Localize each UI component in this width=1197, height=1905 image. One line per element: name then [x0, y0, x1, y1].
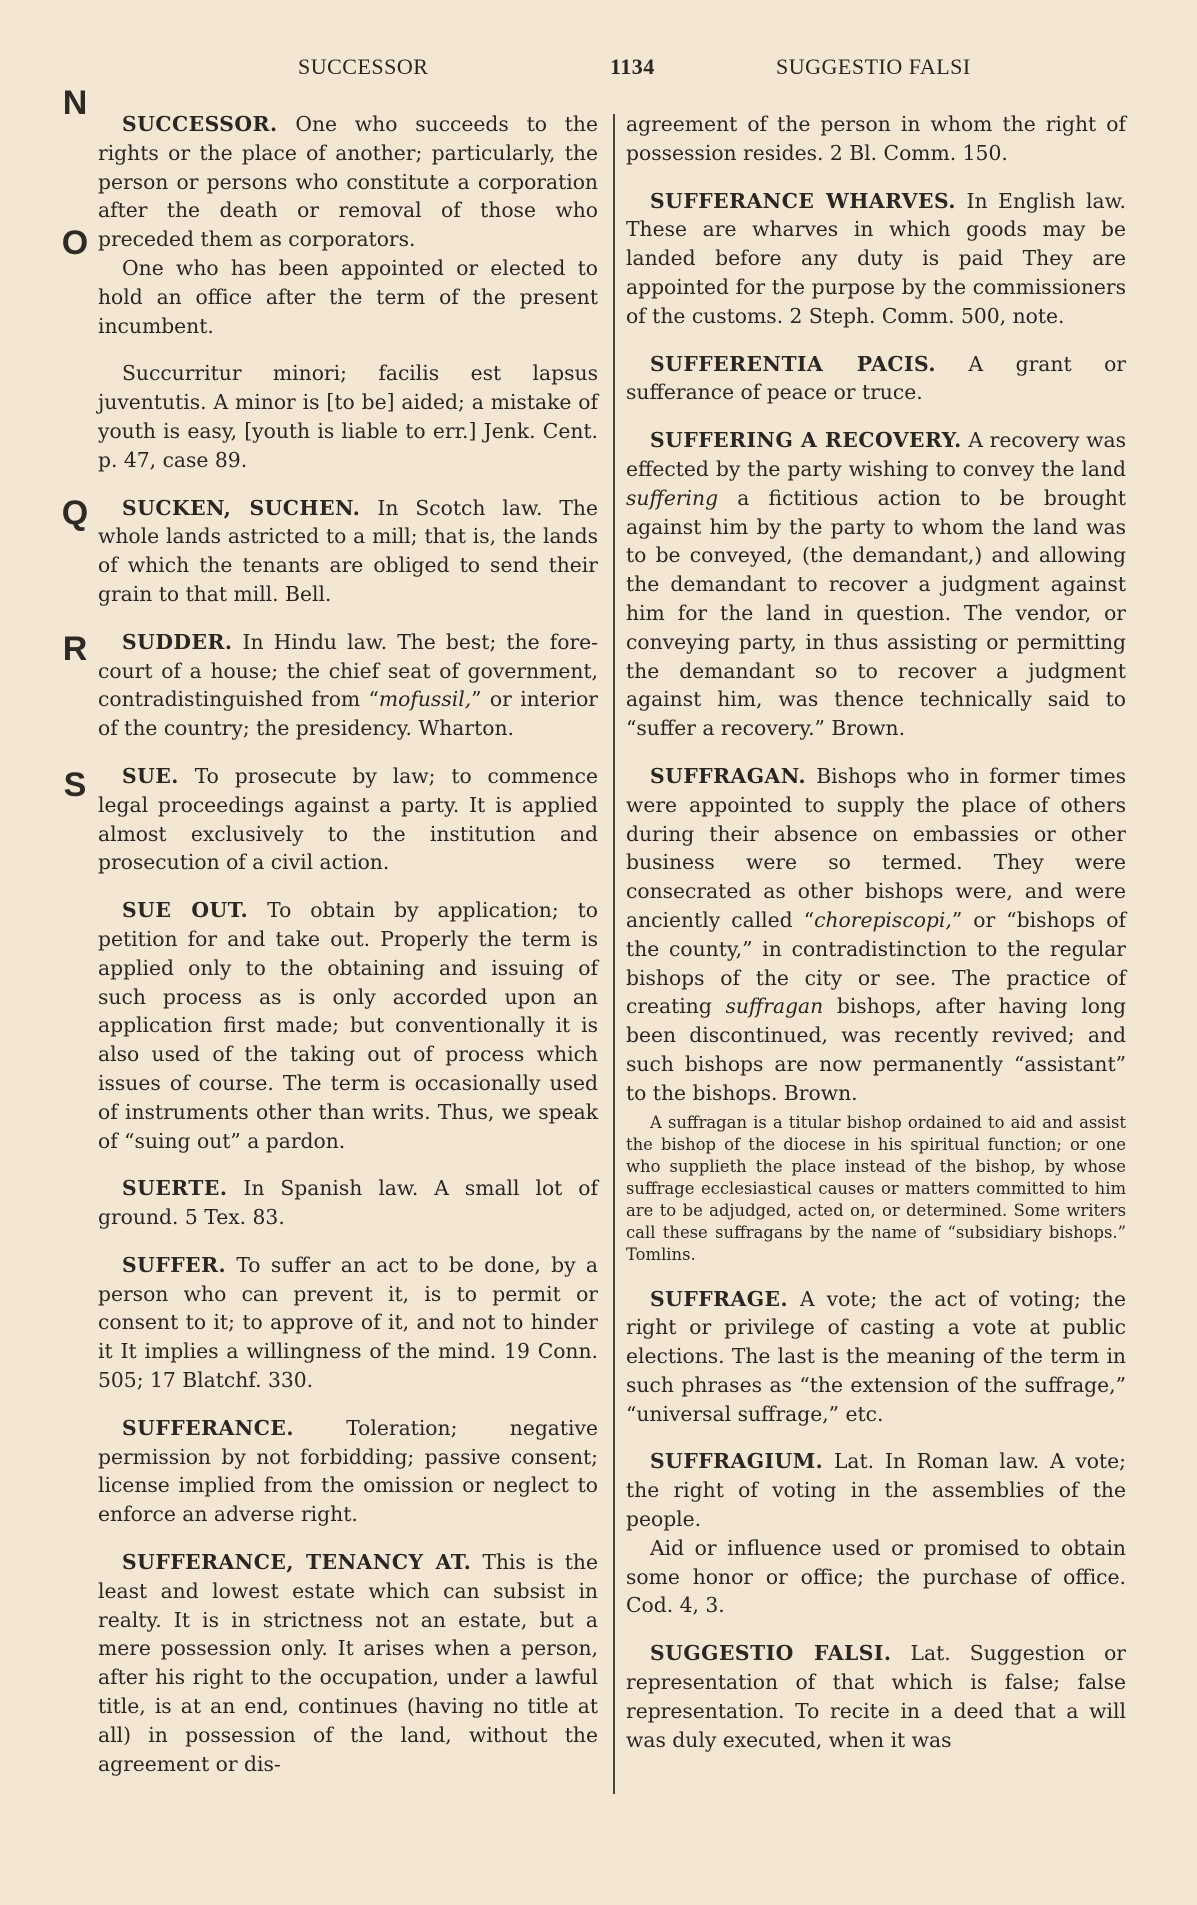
entry-suggestio-falsi — [626, 1639, 1126, 1754]
entry-successor — [98, 110, 598, 340]
headword: SUDDER. — [122, 629, 233, 654]
entry-sufferentia-pacis — [626, 350, 1126, 408]
definition: One who has been appointed or elected to hold an office after the term of the present incumbent. — [98, 255, 598, 338]
thumb-index-letter[interactable]: S — [63, 766, 87, 804]
definition: In Hindu law. The best; the fore-court of a house; the chief seat of government, contradistinguished from “ — [98, 629, 598, 712]
left-column — [98, 110, 598, 1797]
headword: SUFFER. — [122, 1252, 227, 1277]
suffragan-note: A suffragan is a titular bishop ordained to aid and assist the bishop of the diocese in his spiritual function; or one who supplieth the place instead of the bishop, by whose suffrage ecclesiastical causes or matters committed to him are to be adjudged, acted on, or determined. Some writers call these suffragans by the name of “subsidiary bishops.” Tomlins. — [626, 1112, 1126, 1264]
thumb-index-letter[interactable]: N — [62, 84, 88, 122]
header-left-guideword: SUCCESSOR — [298, 54, 429, 79]
column-divider — [613, 114, 615, 1794]
headword: SUFFERANCE WHARVES. — [650, 188, 956, 213]
headword: SUCCESSOR. — [122, 112, 278, 136]
entry-sufferance — [98, 1414, 598, 1529]
italic-term: chorepiscopi, — [814, 907, 952, 932]
italic-term: suffering — [626, 485, 719, 510]
headword: SUFFRAGIUM. — [650, 1449, 824, 1474]
definition: Lat. Suggestion or representation of that which is false; false representation. To recite in a deed that a will was duly executed, when it was — [626, 1641, 1127, 1752]
definition: One who succeeds to the rights or the place of another; particularly, the person or persons who constitute a corporation after the death or removal of those who preceded them as corporators. — [98, 112, 598, 252]
headword: SUE OUT. — [122, 898, 249, 923]
definition: Toleration; negative permission by not forbidding; passive consent; license implied from the omission or neglect to enforce an adverse right. — [98, 1415, 598, 1527]
header-right-guideword: SUGGESTIO FALSI — [776, 54, 971, 79]
definition: A vote; the act of voting; the right or privilege of casting a vote at public elections. The last is the meaning of the term in such phrases as “the extension of the suffrage,” “universal suffrage,” etc. — [626, 1286, 1126, 1426]
definition: To suffer an act to be done, by a person who can prevent it, is to permit or consent to it; to approve of it, and not to hinder it It implies a willingness of the mind. 19 Conn. 505; 17 Blatchf. 330. — [98, 1252, 598, 1393]
entry-sufferance-wharves — [626, 187, 1126, 331]
definition: This is the least and lowest estate which can subsist in realty. It is in strictness not an estate, but a mere possession only. It arises when a person, after his right to the occupation, under a lawful title, is at an end, continues (having no title at all) in possession of the land, without the agreement or dis- — [98, 1550, 598, 1776]
definition: bishops, after having long been discontinued, was recently revived; and such bishops are now permanently “assistant” to the bishops. Brown. — [626, 994, 1126, 1105]
definition: A recovery was effected by the party wishing to convey the land — [626, 428, 1127, 481]
entry-sudder — [98, 628, 598, 743]
headword: SUFFERENTIA PACIS. — [650, 351, 936, 376]
headword: SUFFERING A RECOVERY. — [650, 428, 962, 453]
entry-sucken — [98, 494, 598, 609]
italic-term: suffragan — [725, 994, 824, 1019]
headword: SUFFRAGE. — [650, 1286, 789, 1311]
definition: To prosecute by law; to commence legal proceedings against a party. It is applied almost exclusively to the institution and prosecution of a civil action. — [98, 763, 598, 875]
definition: ” or “bishops of the county,” in contradistinction to the regular bishops of the city or see. The practice of creating — [626, 907, 1126, 1019]
page-number: 1134 — [610, 54, 655, 79]
definition: a fictitious action to be brought against him by the party to whom the land was to be conveyed, (the demandant,) and allowing the demandant to recover a judgment against him for the land in question. The vendor, or conveying party, in thus assisting or permitting the demandant so to recover a judgment against him, was thence technically said to “suffer a recovery.” Brown. — [626, 485, 1126, 741]
definition: In English law. These are wharves in which goods may be landed before any duty is paid They are appointed for the purpose by the commissioners of the customs. 2 Steph. Comm. 500, note. — [626, 188, 1126, 328]
entry-sue — [98, 762, 598, 877]
entry-suerte — [98, 1174, 598, 1232]
entry-tenancy-continued — [626, 110, 1126, 168]
entry-succurritur — [98, 359, 598, 474]
definition: In Scotch law. The whole lands astricted to a mill; that is, the lands of which the tenants are obliged to send their grain to that mill. Bell. — [98, 495, 598, 606]
definition: Lat. In Roman law. A vote; the right of voting in the assemblies of the people. — [626, 1449, 1126, 1532]
definition: A grant or sufferance of peace or truce. — [626, 351, 1126, 405]
headword: SUGGESTIO FALSI. — [650, 1641, 892, 1666]
headword: SUFFRAGAN. — [650, 763, 807, 788]
definition: Bishops who in former times were appointed to supply the place of others during their absence on embassies or other business were so termed. They were consecrated as other bishops were, and were anciently called “ — [626, 763, 1126, 932]
thumb-index-letter[interactable]: Q — [61, 494, 89, 532]
entry-tenancy-at-sufferance — [98, 1548, 598, 1778]
headword: SUFFERANCE. — [122, 1415, 294, 1440]
definition: Aid or influence used or promised to obtain some honor or office; the purchase of office. Cod. 4, 3. — [626, 1535, 1126, 1618]
headword: SUERTE. — [122, 1176, 228, 1201]
running-header — [0, 48, 1197, 88]
maxim: Succurritur minori; facilis est lapsus juventutis. A minor is [to be] aided; a mistake of youth is easy, [youth is liable to err.] Jenk. Cent. p. 47, case 89. — [98, 361, 598, 472]
definition: agreement of the person in whom the right of possession resides. 2 Bl. Comm. 150. — [626, 112, 1126, 165]
entry-suffragan — [626, 762, 1126, 1108]
headword: SUCKEN, SUCHEN. — [122, 495, 361, 520]
right-column — [626, 110, 1126, 1773]
entry-suffer — [98, 1251, 598, 1395]
thumb-index-letter[interactable]: R — [62, 630, 88, 668]
headword: SUE. — [122, 763, 179, 788]
entry-suffrage — [626, 1285, 1126, 1429]
headword: SUFFERANCE, TENANCY AT. — [122, 1550, 472, 1575]
definition: To obtain by application; to petition for and take out. Properly the term is applied only to the obtaining and issuing of such process as is only accorded upon an application first made; but conventionally it is also used of the taking out of process which issues of course. The term is occasionally used of instruments other than writs. Thus, we speak of “suing out” a pardon. — [98, 898, 598, 1153]
thumb-index-letter[interactable]: O — [61, 224, 89, 262]
italic-term: mofussil, — [378, 687, 472, 712]
entry-suffragium — [626, 1447, 1126, 1620]
entry-suffering-a-recovery — [626, 426, 1126, 743]
entry-sue-out — [98, 896, 598, 1155]
definition: In Spanish law. A small lot of ground. 5 Tex. 83. — [98, 1176, 598, 1230]
definition: ” or interior of the country; the presidency. Wharton. — [98, 687, 598, 741]
